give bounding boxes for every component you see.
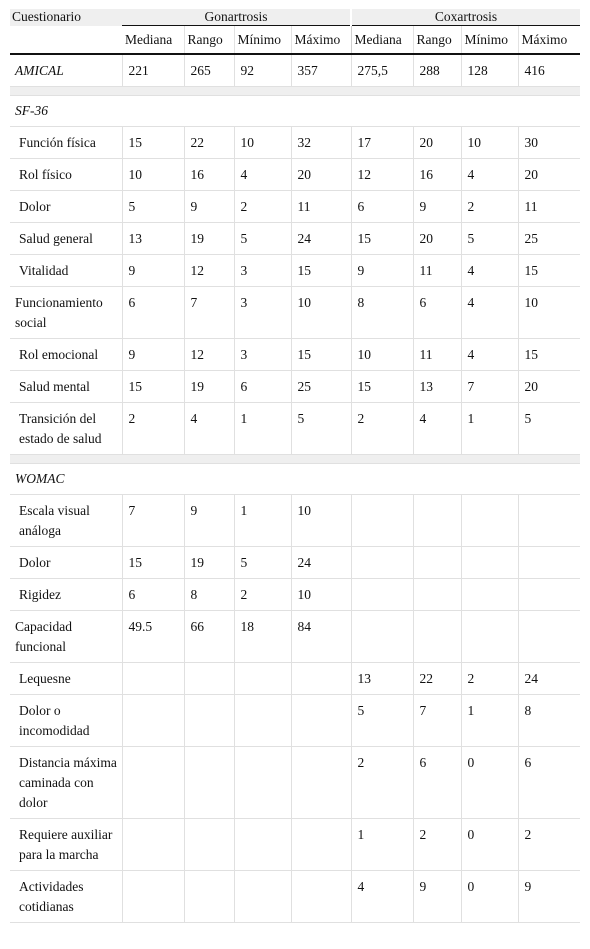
value-cell: 128: [461, 54, 518, 87]
value-cell: [351, 495, 413, 547]
column-header-gonartrosis-minimo: Mínimo: [234, 26, 291, 55]
row-label: Dolor: [10, 547, 122, 579]
value-cell: [291, 819, 351, 871]
value-cell: 16: [413, 159, 461, 191]
value-cell: 4: [413, 403, 461, 455]
value-cell: [291, 747, 351, 819]
value-cell: 25: [518, 223, 580, 255]
value-cell: 7: [122, 495, 184, 547]
value-cell: 265: [184, 54, 234, 87]
table-row: [10, 191, 580, 223]
value-cell: [122, 663, 184, 695]
value-cell: 15: [122, 547, 184, 579]
value-cell: 20: [518, 159, 580, 191]
value-cell: [413, 547, 461, 579]
value-cell: [184, 663, 234, 695]
table-row: [10, 579, 580, 611]
value-cell: 357: [291, 54, 351, 87]
value-cell: 15: [291, 255, 351, 287]
value-cell: 10: [461, 127, 518, 159]
table-row: [10, 255, 580, 287]
header-row-columns: [10, 26, 580, 55]
value-cell: 3: [234, 287, 291, 339]
value-cell: 3: [234, 339, 291, 371]
table-row: [10, 223, 580, 255]
value-cell: 15: [518, 255, 580, 287]
value-cell: 2: [461, 191, 518, 223]
value-cell: 5: [351, 695, 413, 747]
value-cell: 4: [351, 871, 413, 923]
value-cell: 2: [518, 819, 580, 871]
value-cell: 9: [413, 191, 461, 223]
value-cell: 2: [413, 819, 461, 871]
value-cell: 6: [234, 371, 291, 403]
value-cell: 19: [184, 223, 234, 255]
value-cell: 15: [291, 339, 351, 371]
value-cell: 2: [122, 403, 184, 455]
value-cell: 11: [413, 339, 461, 371]
value-cell: 15: [518, 339, 580, 371]
value-cell: 12: [351, 159, 413, 191]
value-cell: 12: [184, 255, 234, 287]
value-cell: [184, 871, 234, 923]
value-cell: [122, 871, 184, 923]
table-row: [10, 371, 580, 403]
value-cell: [413, 611, 461, 663]
value-cell: 6: [351, 191, 413, 223]
row-label: Requiere auxiliar para la marcha: [10, 819, 122, 871]
value-cell: [234, 695, 291, 747]
table-row: [10, 403, 580, 455]
value-cell: 1: [234, 495, 291, 547]
spacer-row: [10, 455, 580, 464]
value-cell: 25: [291, 371, 351, 403]
value-cell: 9: [413, 871, 461, 923]
value-cell: 15: [122, 371, 184, 403]
value-cell: 17: [351, 127, 413, 159]
value-cell: 22: [413, 663, 461, 695]
value-cell: 10: [291, 287, 351, 339]
value-cell: 6: [122, 579, 184, 611]
value-cell: 20: [413, 127, 461, 159]
value-cell: [518, 547, 580, 579]
value-cell: [122, 695, 184, 747]
table-row: [10, 871, 580, 923]
value-cell: 2: [351, 403, 413, 455]
value-cell: 1: [461, 695, 518, 747]
value-cell: 5: [234, 223, 291, 255]
value-cell: [351, 579, 413, 611]
spacer-row: [10, 87, 580, 96]
value-cell: [291, 695, 351, 747]
value-cell: 24: [291, 547, 351, 579]
column-header-gonartrosis-maximo: Máximo: [291, 26, 351, 55]
value-cell: 10: [518, 287, 580, 339]
value-cell: 32: [291, 127, 351, 159]
value-cell: 5: [291, 403, 351, 455]
value-cell: 10: [234, 127, 291, 159]
value-cell: 10: [122, 159, 184, 191]
row-label: Salud general: [10, 223, 122, 255]
value-cell: 20: [518, 371, 580, 403]
value-cell: 5: [518, 403, 580, 455]
value-cell: [184, 819, 234, 871]
value-cell: 1: [234, 403, 291, 455]
column-header-coxartrosis-rango: Rango: [413, 26, 461, 55]
value-cell: [413, 579, 461, 611]
value-cell: [234, 871, 291, 923]
value-cell: 1: [461, 403, 518, 455]
value-cell: 416: [518, 54, 580, 87]
table-row: [10, 695, 580, 747]
value-cell: 19: [184, 547, 234, 579]
row-label: Actividades cotidianas: [10, 871, 122, 923]
value-cell: 7: [184, 287, 234, 339]
section-womac: [10, 464, 580, 495]
value-cell: 6: [518, 747, 580, 819]
value-cell: 11: [413, 255, 461, 287]
value-cell: [234, 663, 291, 695]
value-cell: 10: [291, 579, 351, 611]
value-cell: 9: [122, 339, 184, 371]
value-cell: 4: [234, 159, 291, 191]
value-cell: 4: [461, 339, 518, 371]
value-cell: [291, 663, 351, 695]
header-blank-cell: [10, 26, 122, 55]
row-label: Función física: [10, 127, 122, 159]
questionnaire-table: [10, 9, 580, 923]
table-row: [10, 819, 580, 871]
value-cell: 9: [184, 495, 234, 547]
value-cell: 19: [184, 371, 234, 403]
row-label: Transición del estado de salud: [10, 403, 122, 455]
value-cell: 20: [413, 223, 461, 255]
row-label: Vitalidad: [10, 255, 122, 287]
value-cell: 5: [234, 547, 291, 579]
value-cell: 5: [122, 191, 184, 223]
value-cell: 0: [461, 871, 518, 923]
column-header-coxartrosis-maximo: Máximo: [518, 26, 580, 55]
value-cell: 22: [184, 127, 234, 159]
value-cell: 1: [351, 819, 413, 871]
value-cell: 24: [291, 223, 351, 255]
value-cell: 2: [461, 663, 518, 695]
value-cell: 7: [461, 371, 518, 403]
value-cell: 9: [351, 255, 413, 287]
value-cell: [518, 579, 580, 611]
row-label: Escala visual análoga: [10, 495, 122, 547]
header-row-groups: [10, 9, 580, 26]
value-cell: [351, 547, 413, 579]
questionnaire-table-container: [10, 9, 580, 923]
row-label: Rol emocional: [10, 339, 122, 371]
value-cell: 6: [122, 287, 184, 339]
value-cell: 2: [234, 191, 291, 223]
value-cell: 0: [461, 747, 518, 819]
value-cell: 4: [461, 287, 518, 339]
row-label: Funcionamiento social: [10, 287, 122, 339]
value-cell: 7: [413, 695, 461, 747]
value-cell: 11: [291, 191, 351, 223]
section-title: SF-36: [10, 96, 580, 127]
value-cell: 11: [518, 191, 580, 223]
value-cell: 8: [351, 287, 413, 339]
row-label: Dolor o incomodidad: [10, 695, 122, 747]
column-header-coxartrosis-mediana: Mediana: [351, 26, 413, 55]
value-cell: 3: [234, 255, 291, 287]
value-cell: 66: [184, 611, 234, 663]
value-cell: [413, 495, 461, 547]
value-cell: [518, 611, 580, 663]
group-header-coxartrosis: Coxartrosis: [351, 9, 580, 26]
section-title: WOMAC: [10, 464, 580, 495]
value-cell: 4: [461, 255, 518, 287]
row-label: AMICAL: [10, 54, 122, 87]
table-row: [10, 663, 580, 695]
section-sf36: [10, 96, 580, 127]
value-cell: 8: [518, 695, 580, 747]
value-cell: 9: [122, 255, 184, 287]
value-cell: [291, 871, 351, 923]
value-cell: [461, 579, 518, 611]
value-cell: 13: [351, 663, 413, 695]
value-cell: [184, 695, 234, 747]
value-cell: 4: [184, 403, 234, 455]
table-row: [10, 547, 580, 579]
value-cell: 13: [122, 223, 184, 255]
value-cell: 24: [518, 663, 580, 695]
row-label: Capacidad funcional: [10, 611, 122, 663]
table-row: [10, 611, 580, 663]
value-cell: 6: [413, 747, 461, 819]
table-row: [10, 54, 580, 87]
row-label: Lequesne: [10, 663, 122, 695]
value-cell: 288: [413, 54, 461, 87]
value-cell: 9: [184, 191, 234, 223]
value-cell: 2: [234, 579, 291, 611]
column-header-coxartrosis-minimo: Mínimo: [461, 26, 518, 55]
value-cell: 275,5: [351, 54, 413, 87]
row-label: Rol físico: [10, 159, 122, 191]
value-cell: [122, 819, 184, 871]
value-cell: 92: [234, 54, 291, 87]
value-cell: [461, 547, 518, 579]
value-cell: 12: [184, 339, 234, 371]
row-label: Distancia máxima caminada con dolor: [10, 747, 122, 819]
value-cell: 10: [291, 495, 351, 547]
row-label: Dolor: [10, 191, 122, 223]
table-row: [10, 159, 580, 191]
value-cell: 30: [518, 127, 580, 159]
value-cell: [234, 747, 291, 819]
value-cell: [351, 611, 413, 663]
table-row: [10, 339, 580, 371]
value-cell: 8: [184, 579, 234, 611]
value-cell: 221: [122, 54, 184, 87]
table-row: [10, 495, 580, 547]
value-cell: [122, 747, 184, 819]
column-header-gonartrosis-rango: Rango: [184, 26, 234, 55]
value-cell: 18: [234, 611, 291, 663]
value-cell: 0: [461, 819, 518, 871]
value-cell: 49.5: [122, 611, 184, 663]
table-row: [10, 747, 580, 819]
group-header-gonartrosis: Gonartrosis: [122, 9, 351, 26]
table-row: [10, 127, 580, 159]
header-corner-label: Cuestionario: [10, 9, 122, 26]
column-header-gonartrosis-mediana: Mediana: [122, 26, 184, 55]
value-cell: 5: [461, 223, 518, 255]
table-row: [10, 287, 580, 339]
value-cell: 15: [351, 371, 413, 403]
value-cell: 10: [351, 339, 413, 371]
value-cell: 13: [413, 371, 461, 403]
value-cell: 9: [518, 871, 580, 923]
value-cell: 84: [291, 611, 351, 663]
value-cell: [518, 495, 580, 547]
value-cell: [461, 495, 518, 547]
row-label: Salud mental: [10, 371, 122, 403]
value-cell: [184, 747, 234, 819]
value-cell: 20: [291, 159, 351, 191]
value-cell: 15: [351, 223, 413, 255]
value-cell: 15: [122, 127, 184, 159]
value-cell: [461, 611, 518, 663]
value-cell: 16: [184, 159, 234, 191]
value-cell: [234, 819, 291, 871]
value-cell: 2: [351, 747, 413, 819]
row-label: Rigidez: [10, 579, 122, 611]
value-cell: 4: [461, 159, 518, 191]
value-cell: 6: [413, 287, 461, 339]
